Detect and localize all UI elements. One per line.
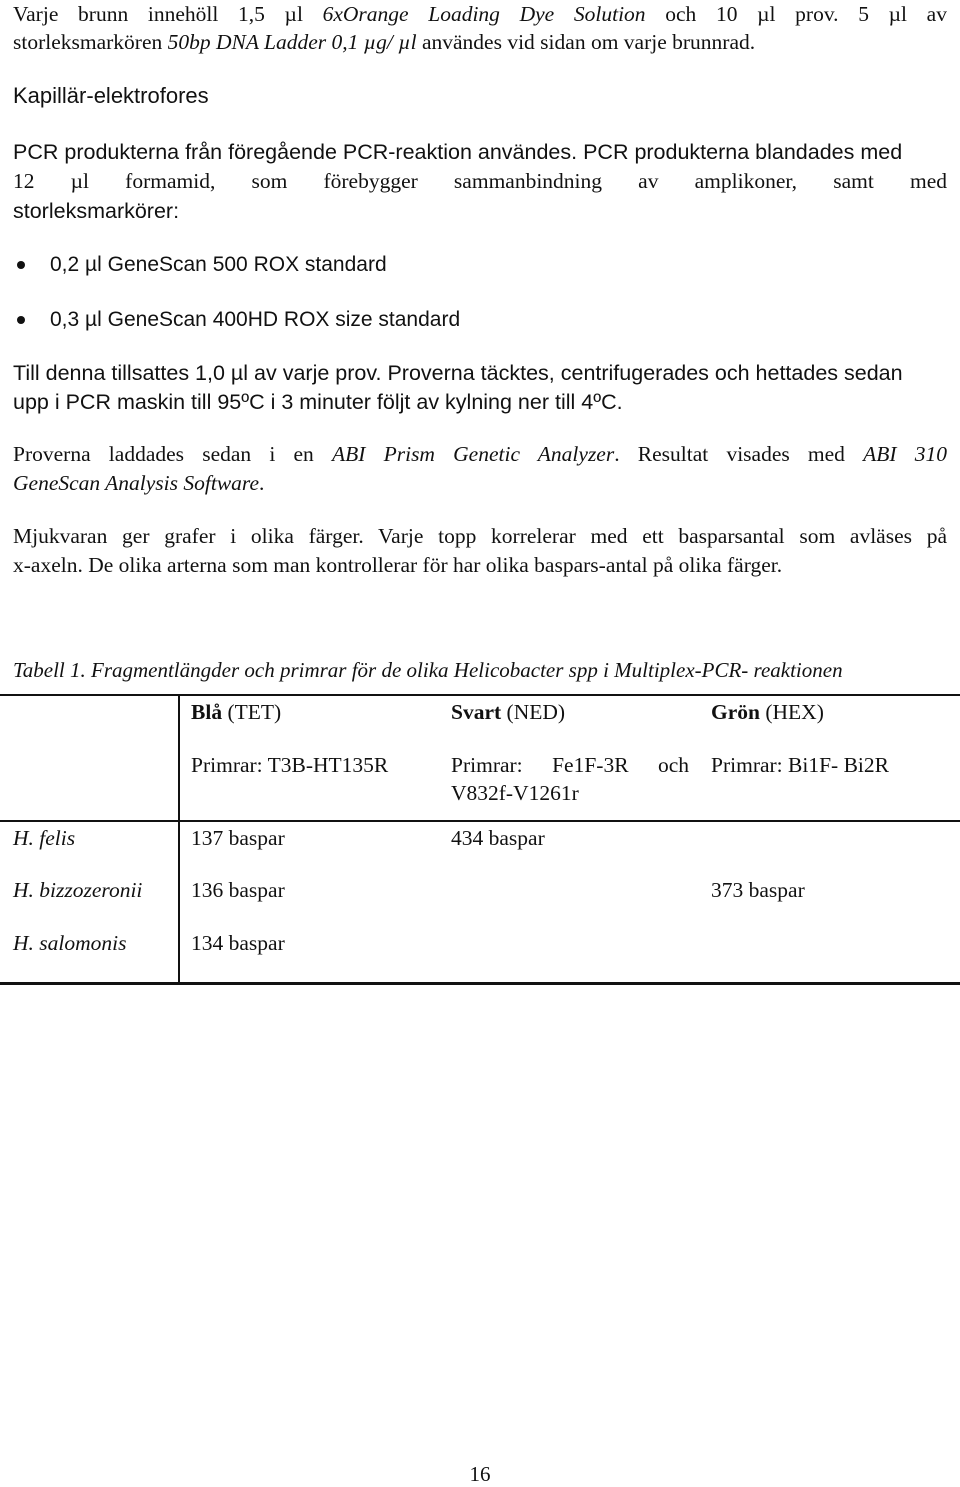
bullet-dot-2 [17, 316, 25, 324]
para4-line-2: x-axeln. De olika arterna som man kontrollerar för har olika baspars-antal på olika färger. [13, 553, 783, 577]
header-green: Grön (HEX) [711, 700, 824, 724]
para1-line-2: 12 µl formamid, som förebygger sammanbindning av amplikoner, samt med [13, 169, 947, 193]
bizzozeronii-blue: 136 baspar [191, 878, 285, 902]
primer-black-line-1: Primrar: Fe1F-3R och [451, 753, 689, 777]
header-blue: Blå (TET) [191, 700, 282, 724]
salomonis-blue: 134 baspar [191, 931, 285, 955]
species-salomonis: H. salomonis [13, 931, 127, 955]
bullet-dot-1 [17, 261, 25, 269]
felis-blue: 137 baspar [191, 826, 285, 850]
bullet-item-1: 0,2 µl GeneScan 500 ROX standard [50, 253, 387, 276]
felis-black: 434 baspar [451, 826, 545, 850]
para2-line-1: Till denna tillsattes 1,0 µl av varje prov. Proverna täcktes, centrifugerades och hettades sedan [13, 361, 903, 385]
bizzozeronii-green: 373 baspar [711, 878, 805, 902]
primer-green: Primrar: Bi1F- Bi2R [711, 753, 889, 777]
page-number: 16 [469, 1462, 491, 1486]
para3-line-2: GeneScan Analysis Software. [13, 471, 265, 495]
para1-line-1: PCR produkterna från föregående PCR-reaktion användes. PCR produkterna blandades med [13, 140, 903, 164]
table-top-rule [0, 694, 960, 696]
table-bottom-rule [0, 982, 960, 985]
primer-black-line-2: V832f-V1261r [451, 781, 579, 805]
para4-line-1: Mjukvaran ger grafer i olika färger. Varje topp korrelerar med ett basparsantal som avläses på [13, 524, 947, 548]
primer-blue: Primrar: T3B-HT135R [191, 753, 389, 777]
intro-line-1: Varje brunn innehöll 1,5 µl 6xOrange Loading Dye Solution och 10 µl prov. 5 µl av [13, 2, 947, 26]
intro-line-2: storleksmarkören 50bp DNA Ladder 0,1 µg/ µl användes vid sidan om varje brunnrad. [13, 30, 756, 54]
header-black: Svart (NED) [451, 700, 566, 724]
table-caption: Tabell 1. Fragmentlängder och primrar för de olika Helicobacter spp i Multiplex-PCR- reaktionen [13, 658, 843, 682]
table-header-rule [0, 820, 960, 822]
table-column-divider [178, 695, 180, 983]
section-heading: Kapillär-elektrofores [13, 83, 209, 108]
para3-line-1: Proverna laddades sedan i en ABI Prism Genetic Analyzer. Resultat visades med ABI 310 [13, 442, 947, 466]
species-felis: H. felis [13, 826, 76, 850]
bullet-item-2: 0,3 µl GeneScan 400HD ROX size standard [50, 308, 461, 331]
species-bizzozeronii: H. bizzozeronii [13, 878, 143, 902]
para1-line-3: storleksmarkörer: [13, 199, 180, 223]
para2-line-2: upp i PCR maskin till 95ºC i 3 minuter följt av kylning ner till 4ºC. [13, 390, 623, 414]
